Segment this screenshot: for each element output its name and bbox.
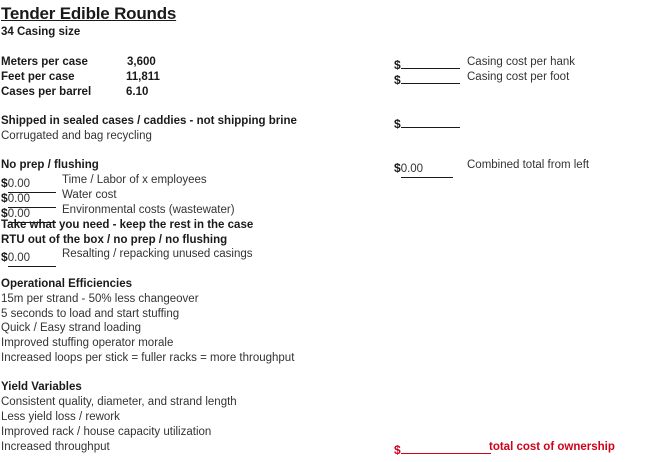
dollar-sign: $: [1, 191, 8, 205]
list-item: Increased throughput: [1, 441, 110, 453]
cost-per-hank-label: Casing cost per hank: [467, 56, 576, 68]
page-title: Tender Edible Rounds: [1, 4, 177, 23]
combined-total-label: Combined total from left: [467, 159, 590, 171]
yield-heading: Yield Variables: [1, 381, 82, 393]
dollar-sign: $: [1, 250, 8, 264]
blank-line: [401, 118, 460, 128]
dollar-sign: $: [394, 73, 401, 87]
resalting-cost-label: Resalting / repacking unused casings: [62, 248, 253, 260]
list-item: Improved stuffing operator morale: [1, 337, 174, 349]
dollar-sign: $: [1, 176, 8, 190]
list-item: 5 seconds to load and start stuffing: [1, 308, 180, 320]
blank-line: [401, 444, 491, 454]
list-item: Increased loops per stick = fuller racks = more throughput: [1, 352, 295, 364]
shipping-cost-field[interactable]: [394, 116, 460, 132]
spec-label-meters: Meters per case: [1, 56, 88, 68]
spec-label-barrel: Cases per barrel: [1, 86, 92, 98]
blank-line: [401, 59, 460, 69]
water-cost-amount: 0.00: [8, 194, 56, 208]
combined-total-field[interactable]: [394, 160, 453, 178]
cost-per-foot-label: Casing cost per foot: [467, 71, 570, 83]
resalting-cost-amount: 0.00: [8, 253, 56, 267]
combined-total-amount: 0.00: [401, 164, 453, 178]
list-item: 15m per strand - 50% less changeover: [1, 293, 199, 305]
water-cost-label: Water cost: [62, 189, 117, 201]
list-item: Improved rack / house capacity utilization: [1, 426, 212, 438]
list-item: Quick / Easy strand loading: [1, 322, 141, 334]
resalting-cost-field[interactable]: [1, 249, 56, 267]
dollar-sign: $: [394, 58, 401, 72]
dollar-sign: $: [394, 443, 401, 457]
spec-value-meters: 3,600: [127, 56, 156, 68]
list-item: Less yield loss / rework: [1, 411, 120, 423]
casing-size-subtitle: 34 Casing size: [1, 26, 81, 38]
labor-cost-amount: 0.00: [8, 179, 56, 193]
environmental-cost-amount: 0.00: [8, 209, 56, 223]
take-line-2: RTU out of the box / no prep / no flushing: [1, 234, 228, 246]
spec-label-feet: Feet per case: [1, 71, 75, 83]
prep-heading: No prep / flushing: [1, 159, 99, 171]
spec-value-feet: 11,811: [126, 71, 160, 83]
dollar-sign: $: [1, 206, 8, 220]
cost-per-foot-field[interactable]: [394, 72, 460, 88]
operational-heading: Operational Efficiencies: [1, 278, 133, 290]
labor-cost-label: Time / Labor of x employees: [62, 174, 207, 186]
dollar-sign: $: [394, 117, 401, 131]
cost-per-hank-field[interactable]: [394, 57, 460, 73]
shipping-note: Corrugated and bag recycling: [1, 130, 152, 142]
dollar-sign: $: [394, 161, 401, 175]
total-cost-label: total cost of ownership: [489, 441, 615, 453]
total-cost-field[interactable]: [394, 442, 491, 458]
environmental-cost-label: Environmental costs (wastewater): [62, 204, 235, 216]
list-item: Consistent quality, diameter, and strand length: [1, 396, 237, 408]
shipping-heading: Shipped in sealed cases / caddies - not shipping brine: [1, 115, 297, 127]
blank-line: [401, 74, 460, 84]
take-line-1: Take what you need - keep the rest in the case: [1, 219, 254, 231]
spec-value-barrel: 6.10: [126, 86, 149, 98]
